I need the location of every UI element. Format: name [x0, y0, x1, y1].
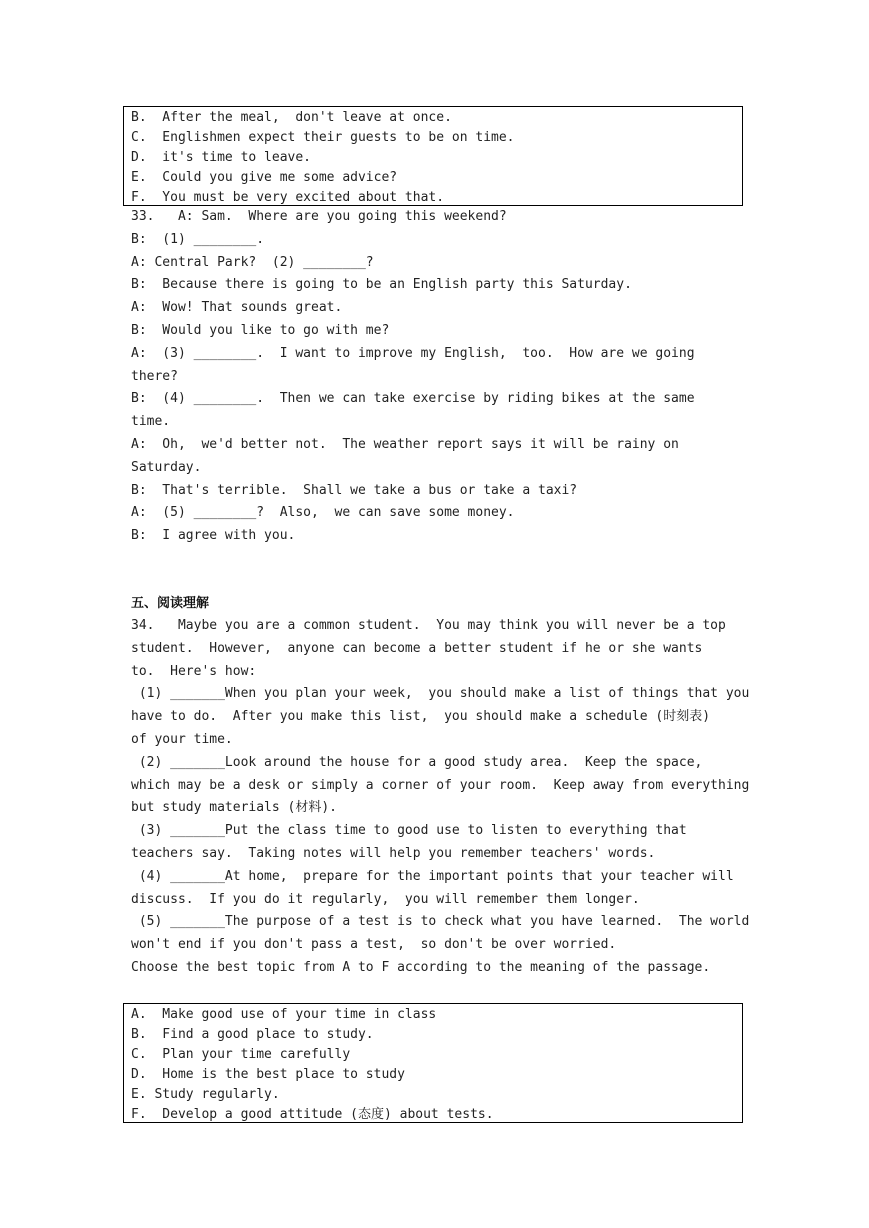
- option-line: B. After the meal, don't leave at once.: [131, 110, 452, 125]
- passage-line: which may be a desk or simply a corner of your room. Keep away from everything: [131, 777, 750, 793]
- dialogue-line: Saturday.: [131, 459, 202, 475]
- passage-line: (2) _______Look around the house for a good study area. Keep the space,: [131, 754, 703, 770]
- passage-line: (1) _______When you plan your week, you should make a list of things that you: [131, 686, 750, 702]
- section-title: 五、阅读理解: [131, 596, 210, 611]
- dialogue-line: B: I agree with you.: [131, 528, 296, 544]
- dialogue-line: A: (3) ________. I want to improve my English, too. How are we going: [131, 345, 695, 361]
- option-line: D. Home is the best place to study: [131, 1067, 405, 1082]
- passage-line: have to do. After you make this list, you should make a schedule (时刻表): [131, 709, 711, 725]
- passage-line: 34. Maybe you are a common student. You may think you will never be a top: [131, 618, 726, 633]
- option-line: F. Develop a good attitude (态度) about tests.: [131, 1107, 494, 1122]
- option-line: B. Find a good place to study.: [131, 1027, 374, 1042]
- passage-line: Choose the best topic from A to F according to the meaning of the passage.: [131, 959, 711, 975]
- option-line: E. Study regularly.: [131, 1087, 280, 1102]
- dialogue-line: B: (1) ________.: [131, 231, 265, 247]
- dialogue-line: A: Central Park? (2) ________?: [131, 254, 374, 270]
- option-line: C. Englishmen expect their guests to be on time.: [131, 130, 515, 145]
- passage-line: (4) _______At home, prepare for the important points that your teacher will: [131, 868, 734, 884]
- dialogue-line: 33. A: Sam. Where are you going this weekend?: [131, 209, 507, 224]
- dialogue-line: A: Wow! That sounds great.: [131, 300, 343, 316]
- dialogue-line: there?: [131, 368, 178, 384]
- dialogue-line: time.: [131, 414, 171, 430]
- dialogue-line: B: That's terrible. Shall we take a bus or take a taxi?: [131, 482, 578, 498]
- passage-line: won't end if you don't pass a test, so don't be over worried.: [131, 937, 617, 953]
- dialogue-line: A: (5) ________? Also, we can save some money.: [131, 505, 515, 521]
- question-33-dialogue: [131, 206, 746, 548]
- option-line: D. it's time to leave.: [131, 150, 312, 165]
- dialogue-line: B: Because there is going to be an English party this Saturday.: [131, 277, 632, 293]
- option-line: C. Plan your time carefully: [131, 1047, 351, 1062]
- dialogue-line: B: (4) ________. Then we can take exercise by riding bikes at the same: [131, 391, 695, 407]
- dialogue-line: A: Oh, we'd better not. The weather report says it will be rainy on: [131, 436, 679, 452]
- question-34-passage: [131, 615, 750, 980]
- option-line: E. Could you give me some advice?: [131, 170, 398, 185]
- passage-line: discuss. If you do it regularly, you will remember them longer.: [131, 891, 640, 907]
- passage-line: student. However, anyone can become a better student if he or she wants: [131, 640, 703, 656]
- dialogue-line: B: Would you like to go with me?: [131, 322, 390, 338]
- passage-line: to. Here's how:: [131, 663, 257, 679]
- passage-line: but study materials (材料).: [131, 800, 338, 816]
- options-box-2: [123, 1003, 743, 1123]
- passage-line: of your time.: [131, 731, 233, 747]
- passage-line: (3) _______Put the class time to good use to listen to everything that: [131, 823, 687, 839]
- passage-line: teachers say. Taking notes will help you remember teachers' words.: [131, 845, 656, 861]
- options-box-1: [123, 106, 743, 206]
- passage-line: (5) _______The purpose of a test is to check what you have learned. The world: [131, 914, 750, 930]
- option-line: F. You must be very excited about that.: [131, 190, 445, 205]
- option-line: A. Make good use of your time in class: [131, 1007, 437, 1022]
